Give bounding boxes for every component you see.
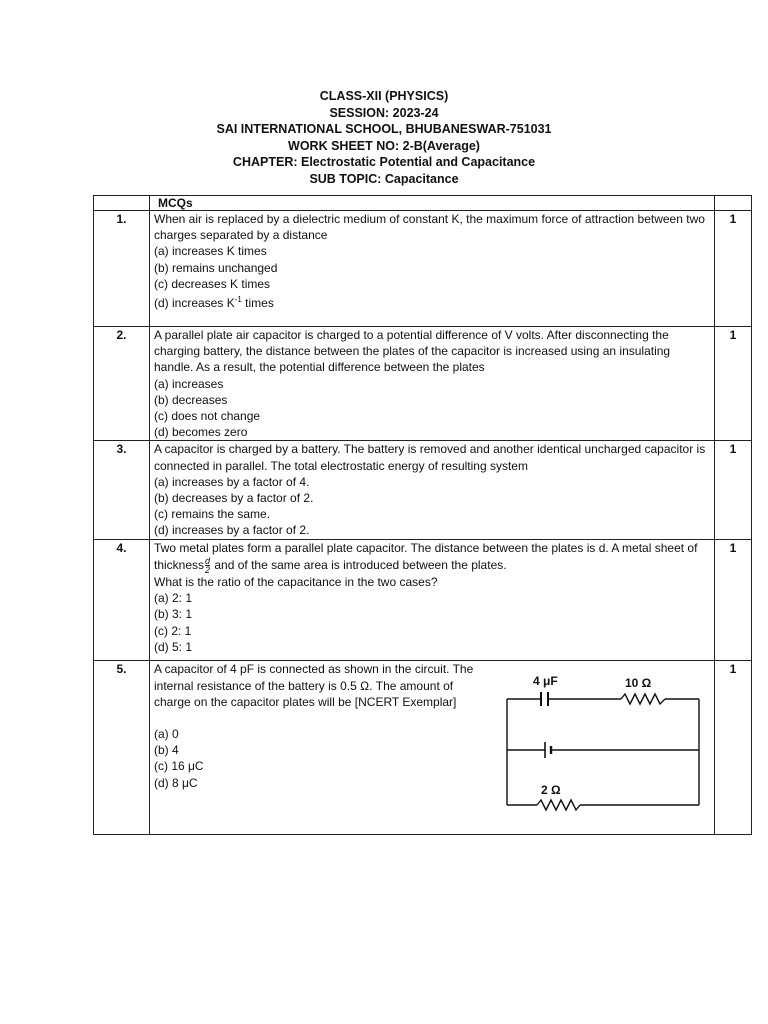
capacitor-label: 4 μF bbox=[533, 674, 558, 689]
question-stem: Two metal plates form a parallel plate capacitor. The distance between the plates is d. A metal sheet of thickness $\frac{d}{2}$ and of the same area is introduced between the plates. bbox=[154, 541, 698, 575]
marks: 1 bbox=[715, 441, 752, 540]
option-d: (d) becomes zero bbox=[154, 425, 248, 440]
table-row bbox=[94, 327, 752, 441]
option-b: (b) 3: 1 bbox=[154, 607, 193, 622]
option-a: (a) increases K times bbox=[154, 244, 267, 259]
option-d: (d) 5: 1 bbox=[154, 639, 193, 654]
option-a: (a) increases bbox=[154, 376, 224, 391]
option-b: (b) decreases by a factor of 2. bbox=[154, 491, 314, 506]
question-number: 3. bbox=[94, 441, 150, 540]
question-number: 5. bbox=[94, 661, 150, 835]
subtopic-title: SUB TOPIC: Capacitance bbox=[309, 171, 459, 186]
worksheet-number: WORK SHEET NO: 2-B(Average) bbox=[288, 138, 480, 153]
table-header-row bbox=[94, 196, 752, 211]
question-body bbox=[150, 327, 715, 441]
resistor-2-label: 2 Ω bbox=[541, 783, 561, 798]
question-stem: A parallel plate air capacitor is charged to a potential difference of V volts. After disconnecting the charging battery, the distance between the plates of the capacitor is increased using an insulating handle. As a result, the potential difference between the plates bbox=[154, 328, 671, 375]
circuit-diagram bbox=[499, 669, 704, 819]
resistor-10-ohm-icon bbox=[621, 694, 665, 704]
option-a: (a) 2: 1 bbox=[154, 591, 193, 606]
option-a: (a) 0 bbox=[154, 727, 179, 742]
question-stem: A capacitor is charged by a battery. The battery is removed and another identical uncharged capacitor is connected in parallel. The total electrostatic energy of resulting system bbox=[154, 442, 706, 473]
option-d: (d) 8 μC bbox=[154, 775, 198, 790]
marks: 1 bbox=[715, 211, 752, 327]
question-prompt: What is the ratio of the capacitance in the two cases? bbox=[154, 574, 438, 589]
resistor-10-label: 10 Ω bbox=[625, 676, 652, 691]
school-name: SAI INTERNATIONAL SCHOOL, BHUBANESWAR-751031 bbox=[216, 122, 552, 137]
option-c: (c) decreases K times bbox=[154, 276, 271, 291]
worksheet-header bbox=[0, 88, 768, 188]
question-stem: A capacitor of 4 pF is connected as shown in the circuit. The internal resistance of the battery is 0.5 Ω. The amount of charge on the capacitor plates will be [NCERT Exemplar] bbox=[154, 662, 474, 709]
exponent: -1 bbox=[234, 295, 242, 305]
question-stem: When air is replaced by a dielectric medium of constant K, the maximum force of attraction between two charges separated by a distance bbox=[154, 212, 705, 243]
questions-table bbox=[93, 195, 752, 835]
question-body bbox=[150, 661, 715, 835]
table-row bbox=[94, 540, 752, 661]
table-row bbox=[94, 441, 752, 540]
question-body bbox=[150, 441, 715, 540]
table-row bbox=[94, 661, 752, 835]
option-b: (b) 4 bbox=[154, 743, 179, 758]
option-b: (b) remains unchanged bbox=[154, 260, 278, 275]
question-body bbox=[150, 211, 715, 327]
question-body bbox=[150, 540, 715, 661]
option-c: (c) 16 μC bbox=[154, 759, 204, 774]
option-d: (d) increases $K^{-1}$ times bbox=[154, 295, 274, 311]
chapter-title: CHAPTER: Electrostatic Potential and Capacitance bbox=[232, 155, 536, 170]
table-row bbox=[94, 211, 752, 327]
option-c: (c) 2: 1 bbox=[154, 623, 192, 638]
question-number: 2. bbox=[94, 327, 150, 441]
marks: 1 bbox=[715, 327, 752, 441]
option-c: (c) does not change bbox=[154, 409, 261, 424]
option-a: (a) increases by a factor of 4. bbox=[154, 474, 310, 489]
class-title: CLASS-XII (PHYSICS) bbox=[319, 89, 449, 103]
marks: 1 bbox=[715, 661, 752, 835]
question-number: 1. bbox=[94, 211, 150, 327]
marks: 1 bbox=[715, 540, 752, 661]
option-b: (b) decreases bbox=[154, 392, 228, 407]
option-c: (c) remains the same. bbox=[154, 507, 271, 522]
fraction-d-over-2: $\frac{d}{2}$ bbox=[205, 555, 211, 575]
question-number: 4. bbox=[94, 540, 150, 661]
section-label: MCQs bbox=[150, 196, 715, 211]
session-title: SESSION: 2023-24 bbox=[329, 105, 439, 120]
resistor-2-ohm-icon bbox=[537, 800, 580, 810]
option-d: (d) increases by a factor of 2. bbox=[154, 523, 310, 538]
